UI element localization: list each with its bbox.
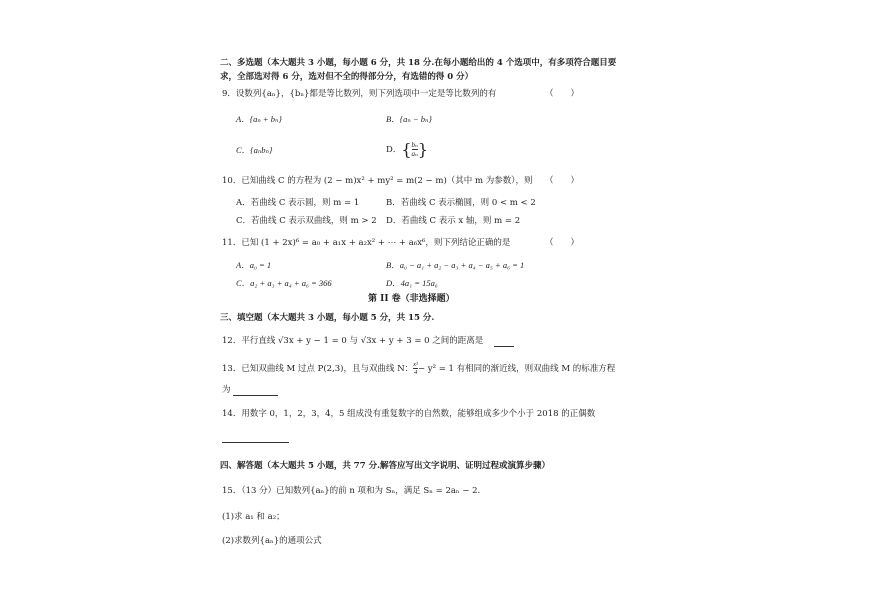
q13-pre: 13．已知双曲线 M 过点 P(2,3)，且与双曲线 N： xyxy=(222,364,414,374)
q9-option-c: C．{aₙbₙ} xyxy=(236,145,273,155)
q13-frac-num: x² xyxy=(413,361,418,368)
q14-text: 14．用数字 0，1，2，3，4，5 组成没有重复数字的自然数，能够组成多少个小于 2018 的正偶数 xyxy=(222,409,596,419)
q10-option-c: C．若曲线 C 表示双曲线，则 m > 2 xyxy=(236,216,377,226)
q10-option-d: D．若曲线 C 表示 x 轴，则 m = 2 xyxy=(386,216,521,226)
q11-option-c: C．a₂ + a₃ + a₄ + a₆ = 366 xyxy=(236,278,332,288)
q9-paren: （ ） xyxy=(545,89,580,99)
q9-stem: 9．设数列{aₙ}，{bₙ}都是等比数列，则下列选项中一定是等比数列的有 xyxy=(222,89,497,99)
q10-stem: 10．已知曲线 C 的方程为 (2 − m)x² + my² = m(2 − m)（其中 m 为参数），则 xyxy=(222,176,533,186)
q11-option-d: D．4a₁ = 15a₆ xyxy=(386,278,438,288)
q11-stem: 11．已知 (1 + 2x)⁶ = a₀ + a₁x + a₂x² + ⋯ + a₆x⁶，则下列结论正确的是 xyxy=(222,238,511,248)
q13-line1 xyxy=(222,361,615,376)
section2-heading-line1: 二、多选题（本大题共 3 小题，每小题 6 分，共 18 分.在每小题给出的 4 个选项中，有多项符合题目要 xyxy=(220,58,617,68)
q10-option-b: B．若曲线 C 表示椭圆，则 0 < m < 2 xyxy=(386,198,536,208)
q12-answer-blank xyxy=(494,345,514,347)
q9-d-denominator: aₙ xyxy=(411,150,418,158)
q9-option-a: A．{aₙ + bₙ} xyxy=(236,114,282,124)
section2-heading-line2: 求，全部选对得 6 分，选对但不全的得部分分，有选错的得 0 分） xyxy=(220,72,474,82)
q10-paren: （ ） xyxy=(545,176,580,186)
q9-option-d-label: D． xyxy=(386,145,402,155)
q13-answer-blank xyxy=(233,394,278,396)
section3-heading: 三、填空题（本大题共 3 小题，每小题 5 分，共 15 分. xyxy=(220,313,435,323)
q9-d-numerator: bₙ xyxy=(411,141,418,149)
q9-option-d: D．{ $\frac{\text{bₙ}}{\text{aₙ}}$ } xyxy=(386,139,429,159)
q11-option-b: B．a₀ − a₁ + a₂ − a₃ + a₄ − a₅ + a₆ = 1 xyxy=(386,260,525,270)
q14-answer-blank xyxy=(222,441,289,443)
q15-part2: (2)求数列{aₙ}的通项公式 xyxy=(222,536,322,546)
q13-post: − y² = 1 有相同的渐近线，则双曲线 M 的标准方程 xyxy=(417,364,616,374)
q15-part1: (1)求 a₁ 和 a₂； xyxy=(222,512,285,522)
q10-option-a: A．若曲线 C 表示圆，则 m = 1 xyxy=(236,198,360,208)
section4-heading: 四、解答题（本大题共 5 小题，共 77 分.解答应写出文字说明、证明过程或演算步骤） xyxy=(220,461,551,471)
part2-title: 第 II 卷（非选择题） xyxy=(368,294,455,304)
q13-frac-den: 4 xyxy=(413,369,418,376)
q13-line2: 为 xyxy=(222,385,231,395)
q12-text: 12．平行直线 √3x + y − 1 = 0 与 √3x + y + 3 = 0 之间的距离是 xyxy=(222,336,484,346)
q9-option-b: B．{aₙ − bₙ} xyxy=(386,114,432,124)
q15-stem: 15．（13 分）已知数列{aₙ}的前 n 项和为 Sₙ，满足 Sₙ = 2aₙ − 2. xyxy=(222,486,481,496)
q11-paren: （ ） xyxy=(545,238,580,248)
q11-option-a: A．a₀ = 1 xyxy=(236,260,272,270)
